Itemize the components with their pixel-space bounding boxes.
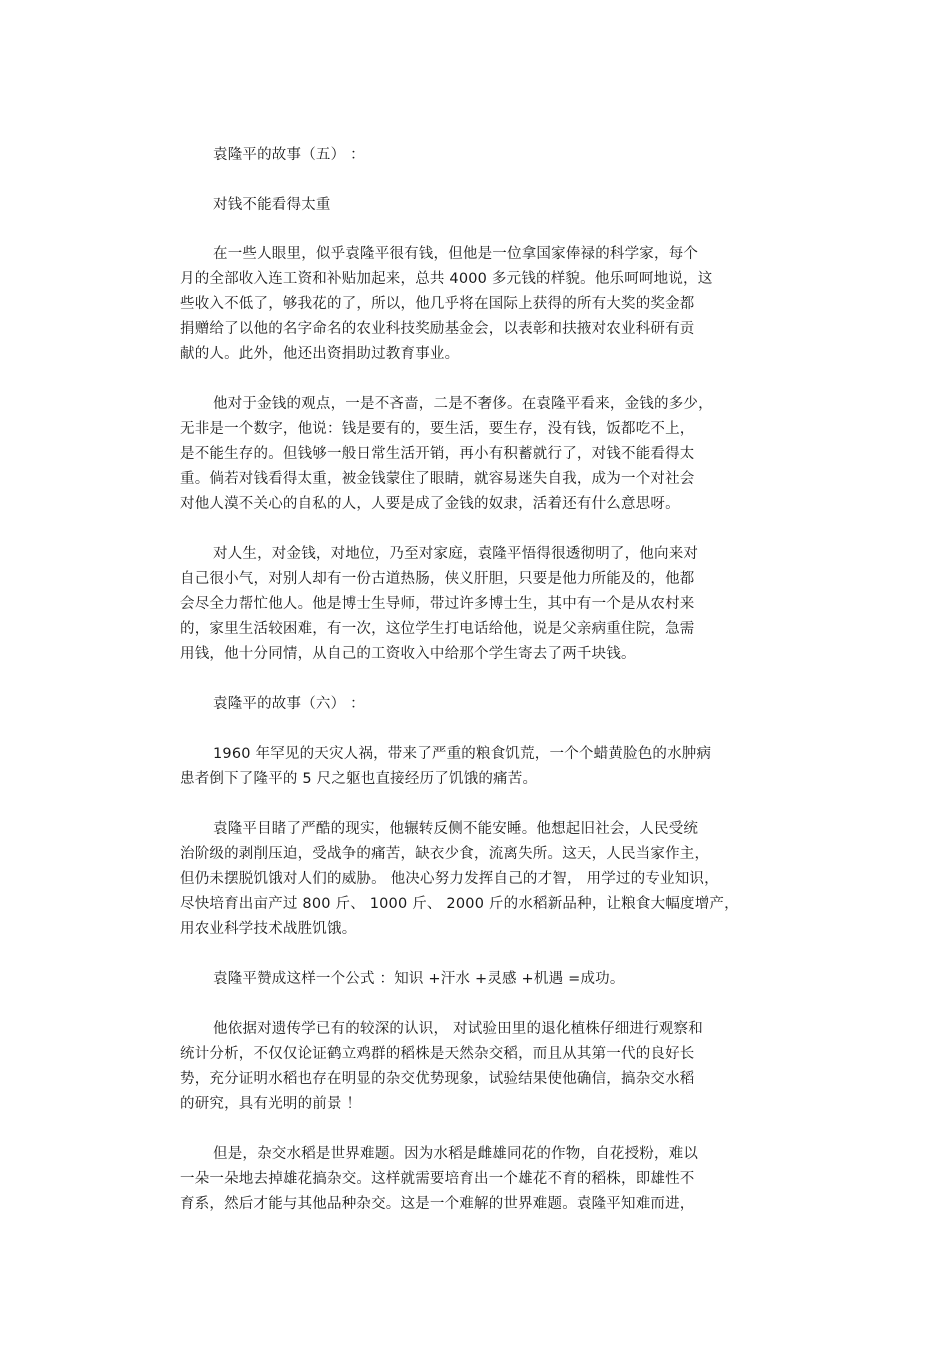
text-line: 1960 年罕见的天灾人祸，带来了严重的粮食饥荒，一个个蜡黄脸色的水肿病 <box>213 746 712 762</box>
text-line: 他对于金钱的观点，一是不吝啬，二是不奢侈。在袁隆平看来，金钱的多少， <box>213 396 713 412</box>
text-line: 会尽全力帮忙他人。他是博士生导师，带过许多博士生，其中有一个是从农村来 <box>180 596 695 612</box>
text-line: 患者倒下了隆平的 5 尺之躯也直接经历了饥饿的痛苦。 <box>180 771 538 787</box>
section-heading-five: 袁隆平的故事（五） ： <box>213 147 365 163</box>
text-line: 捐赠给了以他的名字命名的农业科技奖励基金会，以表彰和扶掖对农业科研有贡 <box>180 321 695 337</box>
text-line: 他依据对遗传学已有的较深的认识， 对试验田里的退化植株仔细进行观察和 <box>213 1021 703 1037</box>
text-line: 重。倘若对钱看得太重，被金钱蒙住了眼睛，就容易迷失自我，成为一个对社会 <box>180 471 695 487</box>
text-line: 在一些人眼里，似乎袁隆平很有钱，但他是一位拿国家俸禄的科学家，每个 <box>213 246 699 262</box>
text-line: 势，充分证明水稻也存在明显的杂交优势现象，试验结果使他确信，搞杂交水稻 <box>180 1071 695 1087</box>
text-line: 的研究，具有光明的前景 ！ <box>180 1096 362 1112</box>
text-line: 对人生，对金钱，对地位，乃至对家庭，袁隆平悟得很透彻明了，他向来对 <box>213 546 699 562</box>
text-line: 育系，然后才能与其他品种杂交。这是一个难解的世界难题。袁隆平知难而进， <box>180 1196 695 1212</box>
section-heading-six: 袁隆平的故事（六） ： <box>213 696 365 712</box>
formula-line: 袁隆平赞成这样一个公式 ：知识 +汗水 +灵感 +机遇 =成功。 <box>213 971 625 987</box>
text-line: 是不能生存的。但钱够一般日常生活开销，再小有积蓄就行了，对钱不能看得太 <box>180 446 695 462</box>
text-line: 治阶级的剥削压迫，受战争的痛苦，缺衣少食，流离失所。这天，人民当家作主， <box>180 846 710 862</box>
text-line: 献的人。此外，他还出资捐助过教育事业。 <box>180 346 460 362</box>
text-line: 袁隆平目睹了严酷的现实，他辗转反侧不能安睡。他想起旧社会，人民受统 <box>213 821 699 837</box>
text-line: 统计分析，不仅仅论证鹤立鸡群的稻株是天然杂交稻，而且从其第一代的良好长 <box>180 1046 695 1062</box>
subheading-money: 对钱不能看得太重 <box>213 197 331 213</box>
text-line: 些收入不低了，够我花的了，所以，他几乎将在国际上获得的所有大奖的奖金都 <box>180 296 695 312</box>
text-line: 月的全部收入连工资和补贴加起来，总共 4000 多元钱的样貌。他乐呵呵地说，这 <box>180 271 713 287</box>
text-line: 自己很小气，对别人却有一份古道热肠，侠义肝胆，只要是他力所能及的，他都 <box>180 571 695 587</box>
text-line: 用钱，他十分同情，从自己的工资收入中给那个学生寄去了两千块钱。 <box>180 646 636 662</box>
text-line: 用农业科学技术战胜饥饿。 <box>180 921 357 937</box>
text-line: 一朵一朵地去掉雄花搞杂交。这样就需要培育出一个雄花不育的稻株，即雄性不 <box>180 1171 695 1187</box>
text-line: 的，家里生活较困难，有一次，这位学生打电话给他，说是父亲病重住院，急需 <box>180 621 695 637</box>
text-line: 但仍未摆脱饥饿对人们的威胁。 他决心努力发挥自己的才智， 用学过的专业知识， <box>180 871 719 887</box>
text-line: 无非是一个数字，他说：钱是要有的，要生活，要生存，没有钱，饭都吃不上， <box>180 421 695 437</box>
text-line: 但是，杂交水稻是世界难题。因为水稻是雌雄同花的作物，自花授粉，难以 <box>213 1146 699 1162</box>
text-line: 对他人漠不关心的自私的人，人要是成了金钱的奴隶，活着还有什么意思呀。 <box>180 496 680 512</box>
text-line: 尽快培育出亩产过 800 斤、 1000 斤、 2000 斤的水稻新品种，让粮食大幅度增产， <box>180 896 739 912</box>
